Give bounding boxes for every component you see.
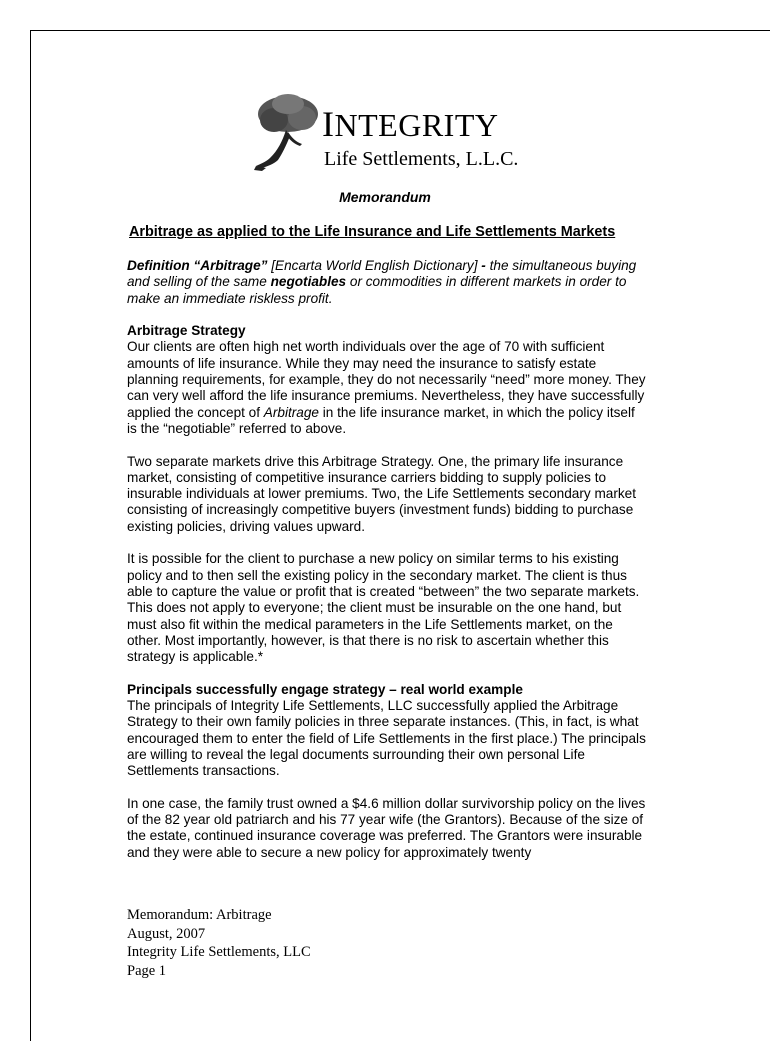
- logo-name-rest: NTEGRITY: [334, 107, 499, 143]
- principals-text: The principals of Integrity Life Settlements, LLC successfully applied the Arbitrage Strategy to their own family policies in three separate instances. (This, in fact, is what encouraged them to enter the field of Life Settlements in the first place.) The principals are willing to reveal the legal documents surrounding their own personal Life Settlements transactions.: [127, 698, 646, 779]
- definition-dash: -: [481, 258, 490, 273]
- possible-paragraph: It is possible for the client to purchase a new policy on similar terms to his existing policy and to then sell the existing policy in the secondary market. The client is thus able to capture the value or profit that is created “between” the two separate markets. This does not apply to everyone; the client must be insurable on the one hand, but must also fit within the medical parameters in the Life Settlements market, on the other. Most importantly, however, is that there is no risk to ascertain whether this strategy is applicable.*: [127, 551, 640, 665]
- footer-line-1: Memorandum: Arbitrage: [127, 907, 272, 923]
- page-footer: [127, 906, 311, 980]
- strategy-text-2: in the life insurance market, in which the policy itself is the “negotiable” referred to above.: [127, 404, 635, 436]
- tree-icon: [252, 92, 324, 174]
- footer-line-2: August, 2007: [127, 925, 206, 942]
- strategy-title: Arbitrage Strategy: [127, 323, 246, 339]
- definition-bold-word: negotiables: [270, 274, 347, 290]
- strategy-text-1: Our clients are often high net worth individuals over the age of 70 with sufficient amounts of life insurance. While they may need the insurance to satisfy estate planning requirements, for example, they do not necessarily “need” more money. They can very well afford the life insurance premiums. Nevertheless, they have successfully applied the concept of: [127, 339, 646, 420]
- company-logo: [252, 92, 542, 174]
- principals-paragraph: [127, 682, 647, 780]
- memo-title: Memorandum: [339, 189, 431, 205]
- principals-title: Principals successfully engage strategy – real world example: [127, 681, 523, 697]
- document-heading: Arbitrage as applied to the Life Insurance and Life Settlements Markets: [129, 224, 616, 240]
- logo-company-name: [322, 104, 499, 144]
- definition-text-1: the simultaneous buying and selling of the same: [127, 258, 637, 290]
- case-paragraph: In one case, the family trust owned a $4.6 million dollar survivorship policy on the lives of the 82 year old patriarch and his 77 year wife (the Grantors). Because of the size of the estate, continued insurance coverage was preferred. The Grantors were insurable and they were able to secure a new policy for approximately twenty: [127, 795, 646, 860]
- definition-term: Definition “Arbitrage”: [127, 258, 268, 273]
- logo-subtitle: Life Settlements, L.L.C.: [324, 148, 519, 170]
- definition-paragraph: [127, 258, 647, 307]
- logo-name-initial: I: [322, 104, 335, 144]
- strategy-italic-word: Arbitrage: [263, 404, 319, 420]
- strategy-paragraph: [127, 323, 647, 437]
- definition-source: [Encarta World English Dictionary]: [267, 258, 482, 273]
- footer-page-number: Page 1: [127, 962, 167, 979]
- definition-text-2: or commodities in different markets in order to make an immediate riskless profit.: [127, 274, 627, 306]
- markets-paragraph: Two separate markets drive this Arbitrage Strategy. One, the primary life insurance market, consisting of competitive insurance carriers bidding to supply policies to insurable individuals at lower premiums. Two, the Life Settlements secondary market consisting of increasingly competitive buyers (investment funds) bidding to purchase existing policies, driving values upward.: [127, 453, 636, 534]
- memo-body: [127, 258, 647, 877]
- footer-line-3: Integrity Life Settlements, LLC: [127, 944, 311, 960]
